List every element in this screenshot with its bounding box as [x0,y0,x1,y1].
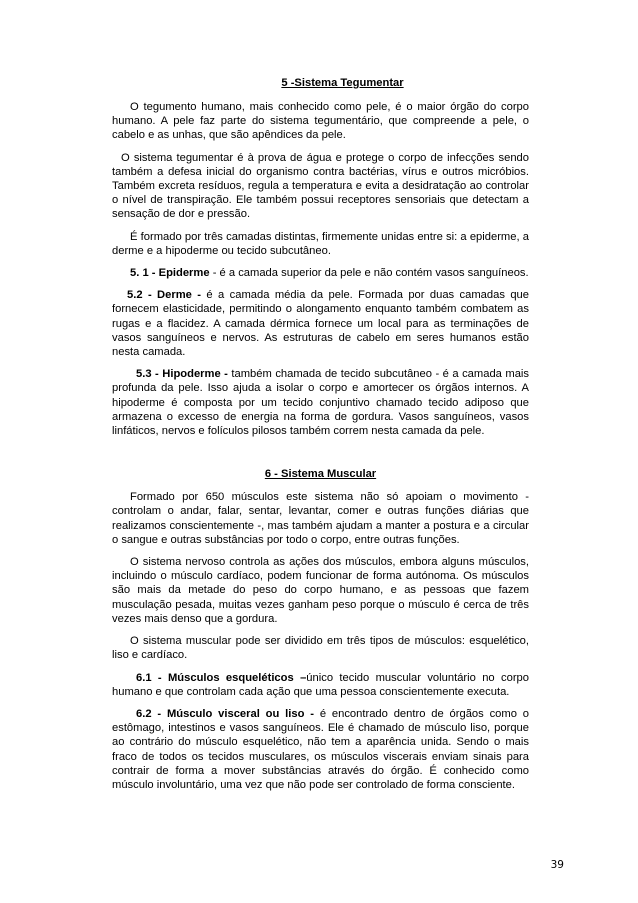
section-6-paragraph-2: O sistema nervoso controla as ações dos músculos, embora alguns músculos, incluindo o músculo cardíaco, podem funcionar de forma autónoma. Os músculos são mais da metade do peso do corpo humano, e as pessoas que fazem musculação pesada, muitas vezes ganham peso porque o músculo é cerca de três vezes mais denso que a gordura. [112,556,529,625]
section-5-paragraph-3: É formado por três camadas distintas, firmemente unidas entre si: a epiderme, a derme e a hipoderme ou tecido subcutâneo. [112,230,529,257]
subsection-5-1-label: 5. 1 - Epiderme [130,267,210,280]
section-5-title: 5 -Sistema Tegumentar [281,77,404,89]
subsection-5-2 [112,288,529,359]
section-6-paragraph-1: Formado por 650 músculos este sistema não só apoiam o movimento - controlam o andar, falar, sentar, levantar, comer e outras funções diárias que realizamos conscientemente -, mas também ajudam a manter a postura e a circular o sangue e outras substâncias por todo o corpo, entre outras funções. [112,491,529,546]
subsection-5-1-text: - é a camada superior da pele e não contém vasos sanguíneos. [209,267,529,280]
section-5-paragraph-2: O sistema tegumentar é à prova de água e protege o corpo de infecções sendo também a defesa inicial do organismo contra bactérias, vírus e outros micróbios. Também excreta resíduos, regula a temperatura e evita a desidratação ao controlar o nível de transpiração. Ele também possui receptores sensoriais que detectam a sensação de dor e pressão. [112,151,529,221]
subsection-5-3-text: também chamada de tecido subcutâneo - é a camada mais profunda da pele. Isso ajuda a isolar o corpo e amortecer os órgãos internos. A hipoderme é composta por um tecido conjuntivo chamado tecido adiposo que armazena o excesso de energia na forma de gordura. Vasos sanguíneos, vasos linfáticos, nervos e folículos pilosos também correm nesta camada da pele. [112,368,529,438]
subsection-5-2-text: é a camada média da pele. Formada por duas camadas que fornecem elasticidade, permitindo o alongamento enquanto também combatem as rugas e a flacidez. A camada dérmica fornece um local para as terminações de vasos sanguíneos e nervos. As estruturas de cabelo em seres humanos estão nesta camada. [112,289,529,359]
page-content [112,76,529,800]
subsection-5-3 [112,367,529,438]
subsection-5-3-label: 5.3 - Hipoderme - [136,368,228,381]
section-6-paragraph-3: O sistema muscular pode ser dividido em três tipos de músculos: esquelético, liso e cardíaco. [112,635,529,662]
subsection-6-1-label: 6.1 - Músculos esqueléticos – [136,671,307,684]
section-6-title: 6 - Sistema Muscular [264,468,377,481]
subsection-6-1-text: único tecido muscular voluntário no corpo humano e que controlam cada ação que uma pessoa conscientemente executa. [112,671,529,698]
subsection-6-2-text: é encontrado dentro de órgãos como o estômago, intestinos e vasos sanguíneos. Ele é chamado de músculo liso, porque ao contrário do músculo esquelético, não tem a aparência unida. Sendo o mais fraco de todos os tecidos musculares, os músculos viscerais enviam sinais para contrair de forma a mover substâncias através do órgão. É conhecido como músculo involuntário, uma vez que não pode ser controlado de forma consciente. [112,707,529,791]
page-number: 39 [550,859,564,871]
subsection-6-2 [112,707,529,792]
section-5-paragraph-1: O tegumento humano, mais conhecido como pele, é o maior órgão do corpo humano. A pele faz parte do sistema tegumentário, que compreende a pele, o cabelo e as unhas, que são apêndices da pele. [112,101,529,142]
subsection-5-1 [112,266,529,280]
subsection-6-1 [112,671,529,699]
subsection-6-2-label: 6.2 - Músculo visceral ou liso - [136,707,314,720]
subsection-5-2-label: 5.2 - Derme - [127,289,202,302]
